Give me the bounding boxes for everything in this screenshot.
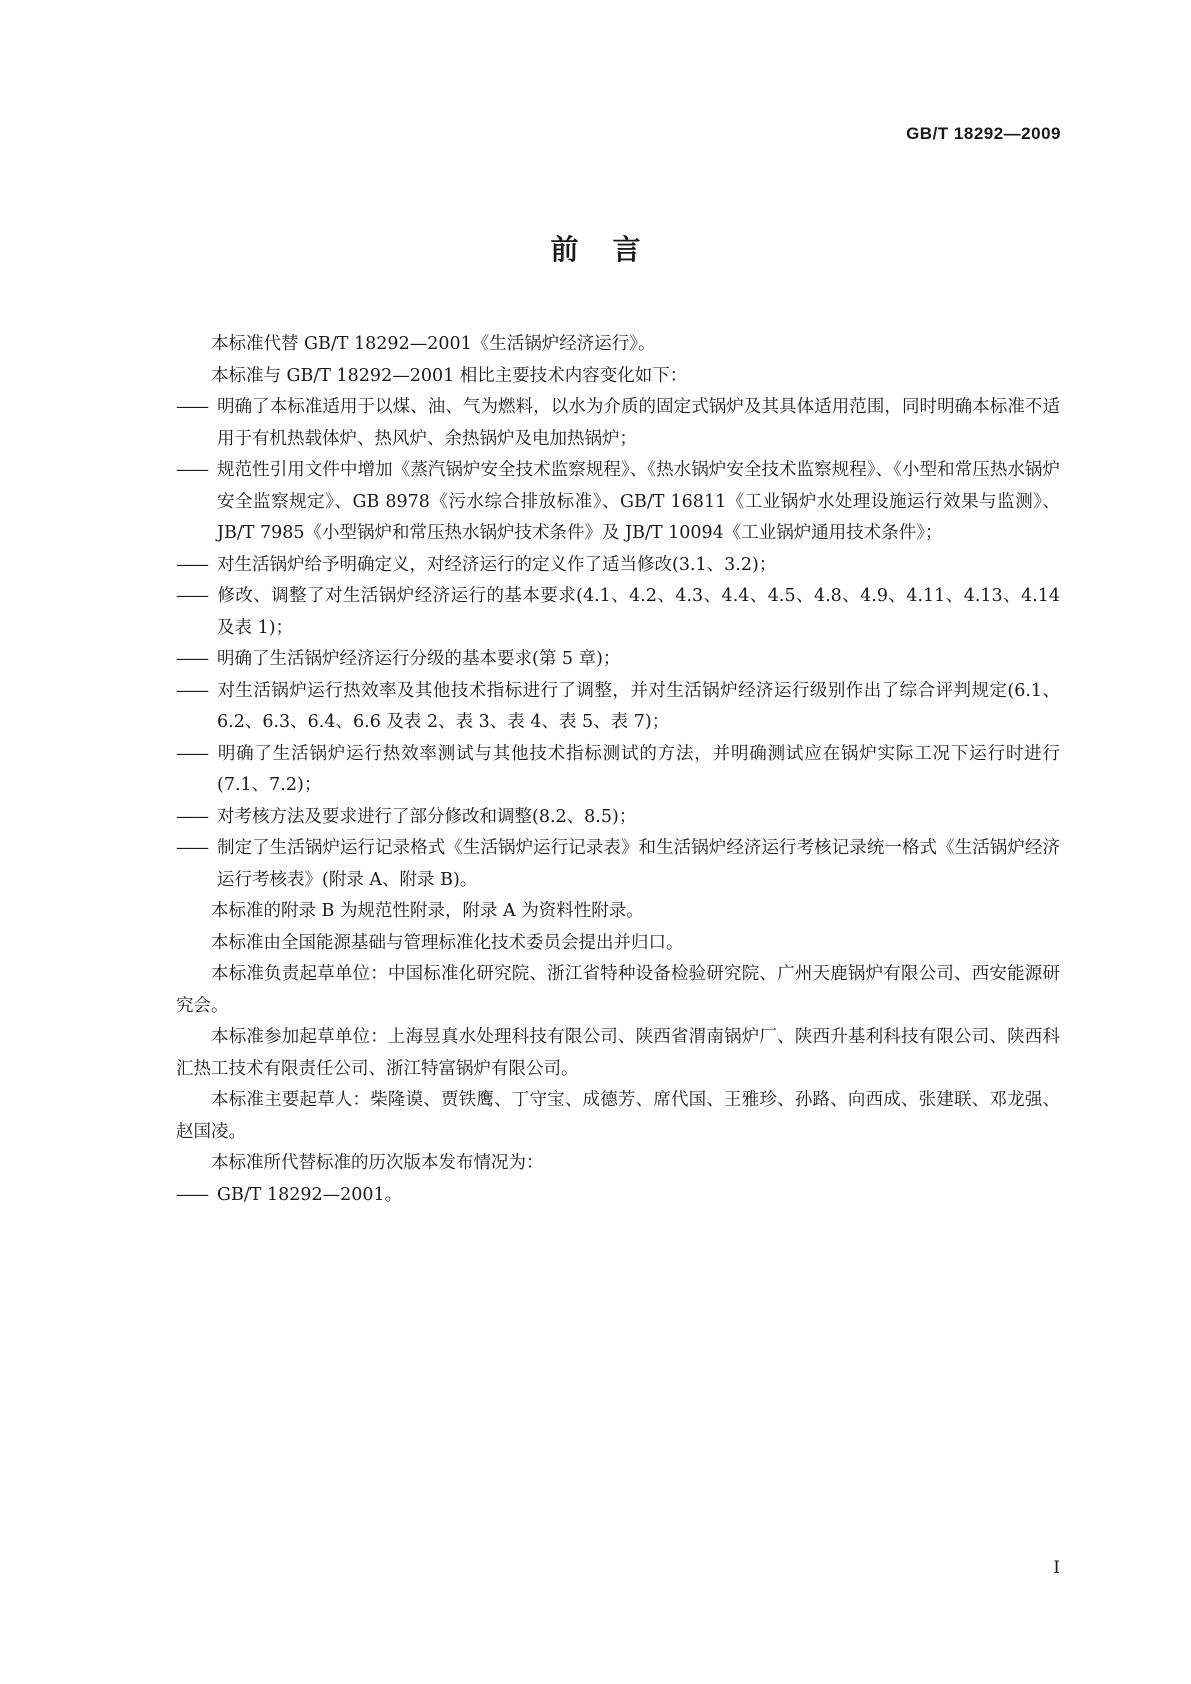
paragraph-participating-drafters: 本标准参加起草单位：上海昱真水处理科技有限公司、陕西省渭南锅炉厂、陕西升基利科技有限公司、陕西科汇热工技术有限责任公司、浙江特富锅炉有限公司。 bbox=[176, 1027, 1060, 1079]
paragraph-replaces: 本标准代替 GB/T 18292—2001《生活锅炉经济运行》。 bbox=[211, 334, 656, 354]
change-item bbox=[176, 392, 1060, 455]
dash-mark: —— bbox=[176, 397, 207, 417]
change-item-text: 修改、调整了对生活锅炉经济运行的基本要求(4.1、4.2、4.3、4.4、4.5、4.8、4.9、4.11、4.13、4.14 及表 1)； bbox=[217, 586, 1060, 638]
paragraph-proposer: 本标准由全国能源基础与管理标准化技术委员会提出并归口。 bbox=[211, 932, 684, 953]
dash-mark: —— bbox=[176, 1184, 207, 1205]
paragraph-lead-drafters: 本标准负责起草单位：中国标准化研究院、浙江省特种设备检验研究院、广州天鹿锅炉有限公司、西安能源研究会。 bbox=[176, 964, 1060, 1016]
change-item bbox=[176, 550, 1060, 582]
dash-mark: —— bbox=[176, 680, 207, 701]
change-item-text: 规范性引用文件中增加《蒸汽锅炉安全技术监察规程》、《热水锅炉安全技术监察规程》、《小型和常压热水锅炉安全监察规定》、GB 8978《污水综合排放标准》、GB/T 16811《工业锅炉水处理设施运行效果与监测》、JB/T 7985《小型锅炉和常压热水锅炉技术条件》及 JB/T 10094《工业锅炉通用技术条件》； bbox=[217, 460, 1060, 543]
change-item bbox=[176, 455, 1060, 550]
dash-mark: —— bbox=[176, 460, 207, 480]
dash-mark: —— bbox=[176, 554, 207, 575]
dash-mark: —— bbox=[176, 743, 207, 764]
paragraph-appendix: 本标准的附录 B 为规范性附录，附录 A 为资料性附录。 bbox=[211, 901, 644, 921]
dash-mark: —— bbox=[176, 806, 207, 827]
change-item-text: 对考核方法及要求进行了部分修改和调整(8.2、8.5)； bbox=[217, 806, 637, 827]
page-number: I bbox=[1053, 1558, 1060, 1578]
standard-code: GB/T 18292—2009 bbox=[906, 124, 1061, 143]
change-item bbox=[176, 833, 1060, 896]
paragraph-history-intro: 本标准所代替标准的历次版本发布情况为： bbox=[211, 1153, 544, 1173]
change-item-text: 明确了生活锅炉运行热效率测试与其他技术指标测试的方法，并明确测试应在锅炉实际工况下运行时进行(7.1、7.2)； bbox=[217, 743, 1060, 795]
dash-mark: —— bbox=[176, 586, 207, 606]
change-item-text: 明确了生活锅炉经济运行分级的基本要求(第 5 章)； bbox=[217, 649, 621, 669]
page-title: 前言 bbox=[550, 233, 675, 266]
change-item bbox=[176, 676, 1060, 739]
change-item-text: 对生活锅炉运行热效率及其他技术指标进行了调整，并对生活锅炉经济运行级别作出了综合评判规定(6.1、6.2、6.3、6.4、6.6 及表 2、表 3、表 4、表 5、表 7)； bbox=[217, 680, 1060, 732]
change-item bbox=[176, 644, 1060, 676]
paragraph-changes-intro: 本标准与 GB/T 18292—2001 相比主要技术内容变化如下： bbox=[211, 365, 688, 386]
history-item-text: GB/T 18292—2001。 bbox=[217, 1184, 403, 1205]
dash-mark: —— bbox=[176, 649, 207, 669]
change-item-text: 明确了本标准适用于以煤、油、气为燃料，以水为介质的固定式锅炉及其具体适用范围，同时明确本标准不适用于有机热载体炉、热风炉、余热锅炉及电加热锅炉； bbox=[217, 397, 1060, 449]
change-item bbox=[176, 581, 1060, 644]
change-item bbox=[176, 802, 1060, 834]
history-item bbox=[176, 1180, 1060, 1212]
document-body bbox=[176, 329, 1060, 1211]
paragraph-main-authors: 本标准主要起草人：柴隆谟、贾铁鹰、丁守宝、成德芳、席代国、王雅珍、孙路、向西成、张建联、邓龙强、赵国凌。 bbox=[176, 1090, 1060, 1142]
change-item bbox=[176, 739, 1060, 802]
change-item-text: 制定了生活锅炉运行记录格式《生活锅炉运行记录表》和生活锅炉经济运行考核记录统一格式《生活锅炉经济运行考核表》(附录 A、附录 B)。 bbox=[217, 838, 1060, 890]
change-item-text: 对生活锅炉给予明确定义，对经济运行的定义作了适当修改(3.1、3.2)； bbox=[217, 554, 777, 575]
dash-mark: —— bbox=[176, 838, 207, 858]
